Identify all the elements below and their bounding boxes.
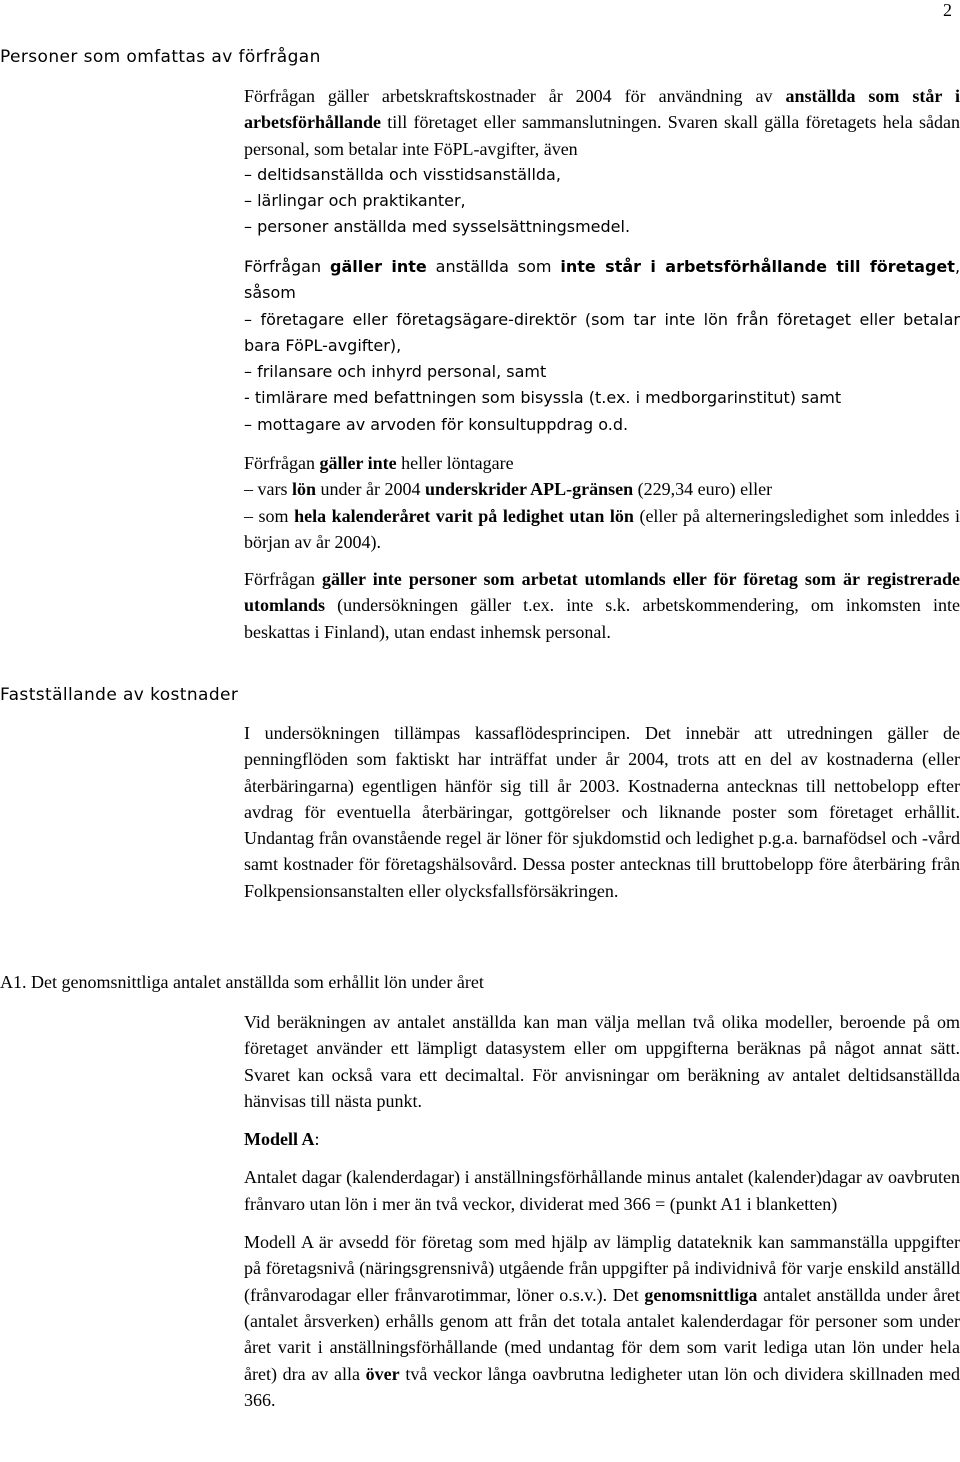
model-a-heading: Modell A: xyxy=(244,1129,320,1150)
list-item: - timlärare med befattningen som bisyssla (t.ex. i medborgarinstitut) samt xyxy=(244,388,842,408)
list-item: – vars lön under år 2004 underskrider APL-gränsen (229,34 euro) eller xyxy=(244,479,773,500)
heading-persons: Personer som omfattas av förfrågan xyxy=(0,47,321,67)
list-item: – frilansare och inhyrd personal, samt xyxy=(244,362,547,382)
list-item: – personer anställda med sysselsättningsmedel. xyxy=(244,217,631,237)
included-list xyxy=(244,162,960,241)
excluded-employees-intro: Förfrågan gäller inte heller löntagare xyxy=(244,453,514,473)
section-foreign xyxy=(244,566,960,645)
model-a-description: Modell A är avsedd för företag som med hjälp av lämplig datateknik kan sammanställa uppgifter på företagsnivå (näringsgrensnivå) utgående från uppgifter på individnivå för varje enskild anställd (frånvarodagar eller frånvarotimmar, löner o.s.v.). Det genomsnittliga antalet anställda under året (antalet årsverken) erhålls genom att från det totala antalet kalenderdagar för personer som under året varit i anställningsförhållande (med undantag för dem som varit lediga utan lön under hela året) dra av alla över två veckor långa oavbrutna ledigheter utan lön och dividera skillnaden med 366. xyxy=(244,1232,960,1410)
section-a1 xyxy=(244,1009,960,1413)
heading-costs: Fastställande av kostnader xyxy=(0,685,239,705)
included-intro: Förfrågan gäller arbetskraftskostnader år 2004 för användning av anställda som står i arbetsförhållande till företaget eller sammanslutningen. Svaren skall gälla företagets hela sådan personal, som betalar inte FöPL-avgifter, även xyxy=(244,86,960,159)
section-included-staff xyxy=(244,83,960,241)
section-excluded-employees xyxy=(244,450,960,555)
list-item: – som hela kalenderåret varit på ledighet utan lön (eller på alterneringsledighet som inleddes i början av år 2004). xyxy=(244,505,960,552)
foreign-paragraph: Förfrågan gäller inte personer som arbetat utomlands eller för företag som är registrerade utomlands (undersökningen gäller t.ex. inte s.k. arbetskommendering, om inkomsten inte beskattas i Finland), utan endast inhemsk personal. xyxy=(244,569,960,642)
list-item: – deltidsanställda och visstidsanställda, xyxy=(244,164,561,184)
list-item: – företagare eller företagsägare-direktör (som tar inte lön från företaget eller betalar bara FöPL-avgifter), xyxy=(244,309,960,355)
page-number: 2 xyxy=(943,0,952,20)
excluded-intro: Förfrågan gäller inte anställda som inte står i arbetsförhållande till företaget, såsom xyxy=(244,257,960,303)
section-excluded-staff xyxy=(244,254,960,438)
list-item: – mottagare av arvoden för konsultuppdrag o.d. xyxy=(244,414,629,434)
cashflow-paragraph: I undersökningen tillämpas kassaflödesprincipen. Det innebär att utredningen gäller de penningflöden som faktiskt har inträffat under år 2004, trots att en del av kostnaderna (eller återbäringarna) egentligen hänför sig till år 2003. Kostnaderna antecknas till nettobelopp efter avdrag för eventuella återbäringar, gottgörelser och liknande poster som företaget erhållit. Undantag från ovanstående regel är löner för sjukdomstid och ledighet p.g.a. barnafödsel och -vård samt kostnader för företagshälsovård. Dessa poster antecknas till bruttobelopp före återbäring från Folkpensionsanstalten eller olycksfallsförsäkringen. xyxy=(244,723,960,901)
model-a-formula: Antalet dagar (kalenderdagar) i anställningsförhållande minus antalet (kalender)dagar av oavbruten frånvaro utan lön i mer än två veckor, dividerat med 366 = (punkt A1 i blanketten) xyxy=(244,1167,960,1214)
list-item: – lärlingar och praktikanter, xyxy=(244,191,466,211)
a1-intro: Vid beräkningen av antalet anställda kan man välja mellan två olika modeller, beroende på om företaget använder ett lämpligt datasystem eller om uppgifterna beräknas på något annat sätt. Svaret kan också vara ett decimaltal. För anvisningar om beräkning av antalet deltidsanställda hänvisas till nästa punkt. xyxy=(244,1012,960,1111)
heading-a1: A1. Det genomsnittliga antalet anställda som erhållit lön under året xyxy=(0,972,484,992)
section-cashflow xyxy=(244,720,960,904)
